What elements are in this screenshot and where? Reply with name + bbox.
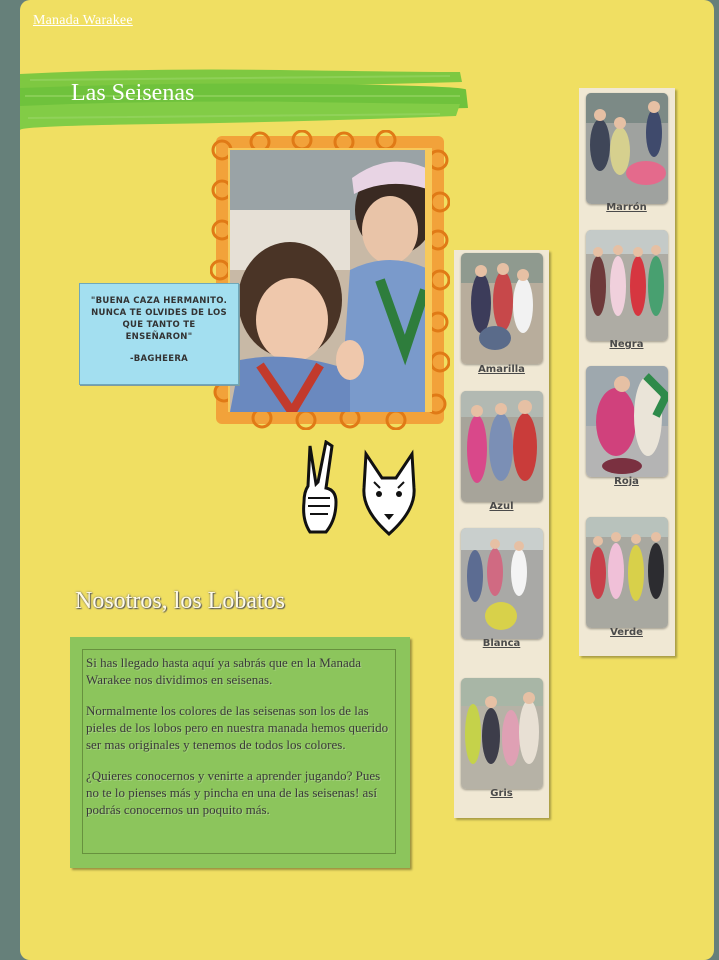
intro-paragraph: Normalmente los colores de las seisenas son los de las pieles de los lobos pero en nuestra manada hemos querido ser mas originales y tenemos de todos los colores. — [86, 703, 389, 752]
main-group-photo — [230, 150, 425, 412]
quote-box — [79, 283, 239, 385]
scout-salute-hand-icon — [296, 440, 344, 538]
seisena-link-gris[interactable]: Gris — [490, 788, 513, 799]
seisena-link-blanca[interactable]: Blanca — [482, 638, 521, 649]
seisena-link-amarilla[interactable]: Amarilla — [478, 364, 525, 375]
seisena-photo-negra[interactable] — [586, 230, 668, 341]
seisena-link-negra[interactable]: Negra — [609, 339, 644, 350]
seisena-link-azul[interactable]: Azul — [489, 501, 514, 512]
seisena-photo-azul[interactable] — [461, 391, 543, 502]
seisenas-gallery-left — [454, 250, 549, 818]
seisena-photo-amarilla[interactable] — [461, 253, 543, 364]
wolf-head-icon — [358, 448, 420, 540]
site-title-link[interactable]: Manada Warakee — [33, 13, 133, 28]
page-content — [20, 0, 714, 960]
seisenas-gallery-right — [579, 88, 675, 656]
seisena-photo-gris[interactable] — [461, 678, 543, 789]
seisena-photo-marron[interactable] — [586, 93, 668, 204]
quote-author: -BAGHEERA — [129, 354, 189, 364]
intro-text-box — [70, 637, 410, 868]
quote-text: "BUENA CAZA HERMANITO. NUNCA TE OLVIDES DE LOS QUE TANTO TE ENSEÑARON" — [90, 296, 228, 342]
seisena-photo-roja[interactable] — [586, 366, 668, 477]
intro-paragraph: Si has llegado hasta aquí ya sabrás que en la Manada Warakee nos dividimos en seisenas. — [86, 655, 362, 687]
section-heading: Nosotros, los Lobatos — [75, 588, 285, 614]
seisena-photo-verde[interactable] — [586, 517, 668, 628]
seisena-photo-blanca[interactable] — [461, 528, 543, 639]
seisena-link-roja[interactable]: Roja — [614, 476, 639, 487]
page-title: Las Seisenas — [71, 80, 195, 106]
intro-paragraph: ¿Quieres conocernos y venirte a aprender jugando? Pues no te lo pienses más y pincha en una de las seisenas! así podrás conocernos un poquito más. — [86, 768, 381, 817]
seisena-link-verde[interactable]: Verde — [610, 627, 643, 638]
seisena-link-marron[interactable]: Marrón — [606, 202, 647, 213]
